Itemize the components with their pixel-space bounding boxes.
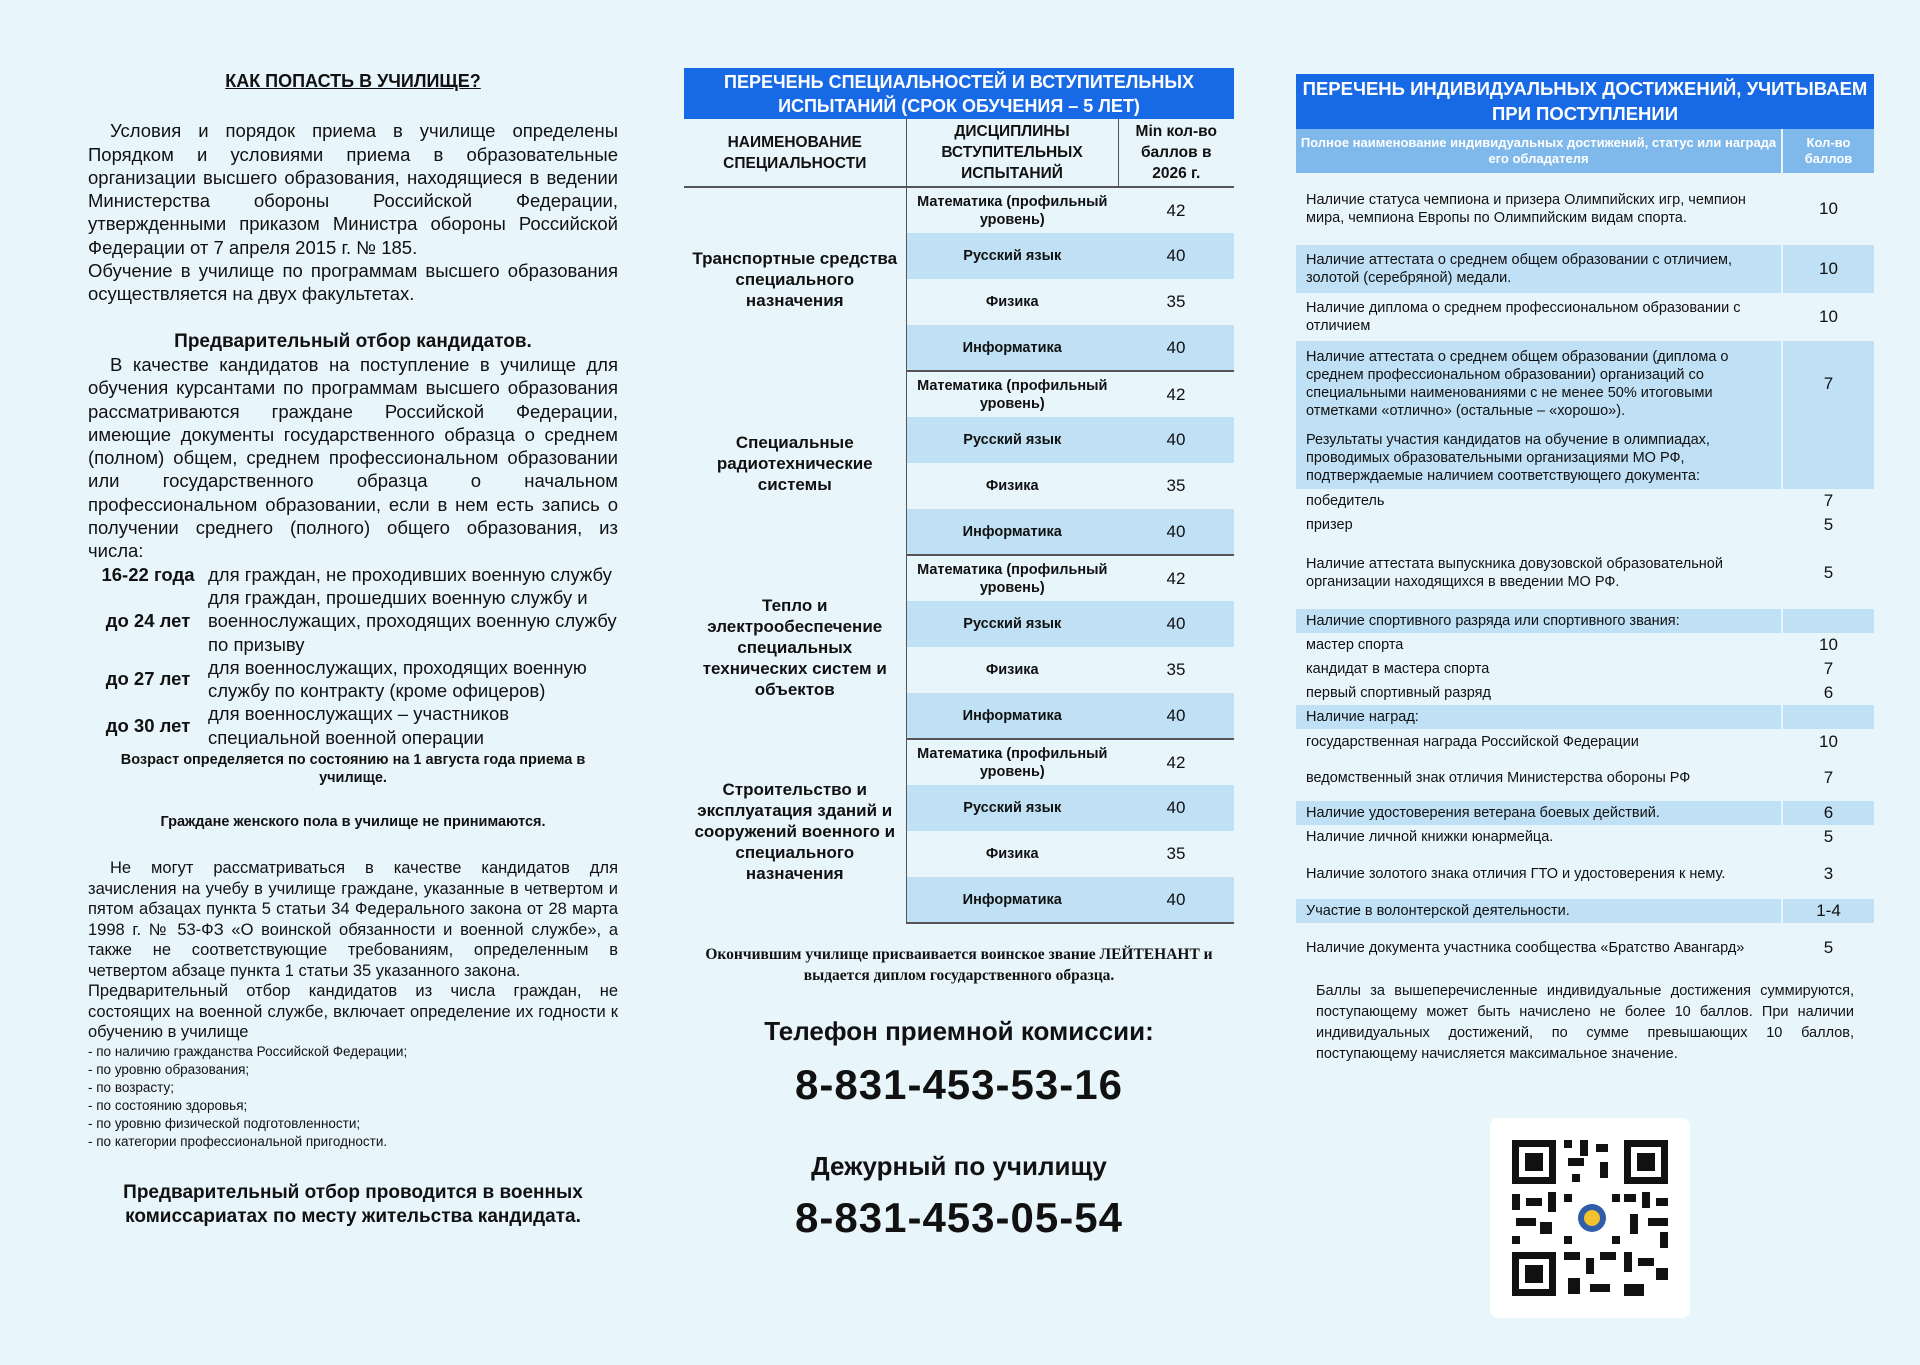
prelim-text: Предварительный отбор кандидатов из числа граждан, не состоящих на военной службе, включает определение их годности к обучению в училище bbox=[88, 982, 618, 1042]
achievement-points: 7 bbox=[1782, 657, 1874, 681]
age-row bbox=[88, 563, 618, 586]
specialty-subject-row bbox=[684, 555, 1234, 601]
subject-name: Русский язык bbox=[906, 417, 1118, 463]
achievement-row bbox=[1296, 427, 1874, 489]
achievement-text: Наличие аттестата выпускника довузовской образовательной организации находящихся в введении МО РФ. bbox=[1306, 556, 1723, 590]
achievement-points: 3 bbox=[1782, 849, 1874, 899]
age-limit: до 30 лет bbox=[105, 715, 191, 737]
achievement-points: 5 bbox=[1782, 513, 1874, 537]
min-score: 42 bbox=[1166, 568, 1186, 588]
achievement-points: 5 bbox=[1782, 825, 1874, 849]
intro-text: Условия и порядок приема в училище определены Порядком и условиями приема в образовательные организации высшего образования, находящиеся в ведении Министерства обороны Российской Федерации, утвержденными приказом Министра обороны Российской Федерации от 7 апреля 2015 г. № 185. bbox=[88, 120, 618, 258]
achievement-points: 7 bbox=[1782, 489, 1874, 513]
specialty-subject-row bbox=[684, 739, 1234, 785]
achievement-row bbox=[1296, 341, 1874, 427]
duty-label: Дежурный по училищу bbox=[811, 1151, 1107, 1181]
achievement-points: 10 bbox=[1782, 633, 1874, 657]
achievement-text: Наличие спортивного разряда или спортивного звания: bbox=[1296, 609, 1782, 633]
qr-code[interactable] bbox=[1490, 1118, 1690, 1318]
age-table bbox=[88, 563, 618, 749]
exclusion-text: Не могут рассматриваться в качестве кандидатов для зачисления на учебу в училище граждане, указанные в четвертом и пятом абзацах пункта 5 статьи 34 Федерального закона от 28 марта 1998 г. № 53-ФЗ «О воинской обязанности и военной службе», а также не соответствующие требованиям, определенным в четвертом абзаце пункта 1 статьи 35 указанного закона. bbox=[88, 859, 618, 980]
middle-column bbox=[684, 68, 1234, 1242]
achievement-points: 6 bbox=[1782, 801, 1874, 825]
subject-name: Информатика bbox=[906, 509, 1118, 555]
criteria-item: - по уровню образования; bbox=[88, 1061, 250, 1077]
subject-name: Информатика bbox=[906, 325, 1118, 371]
achievement-row bbox=[1296, 849, 1874, 899]
achievement-points: 10 bbox=[1782, 173, 1874, 245]
age-description: для граждан, прошедших военную службу и военнослужащих, проходящих военную службу по призыву bbox=[208, 586, 617, 655]
admission-title: КАК ПОПАСТЬ В УЧИЛИЩЕ? bbox=[225, 71, 481, 91]
phone-label: Телефон приемной комиссии: bbox=[764, 1016, 1154, 1046]
achievement-text: Участие в волонтерской деятельности. bbox=[1296, 899, 1782, 923]
achievement-text: призер bbox=[1306, 517, 1353, 533]
selection-text: В качестве кандидатов на поступление в училище для обучения курсантами по программам высшего образования рассматриваются граждане Российской Федерации, имеющие документы государственного образца о среднем (полном) общем, среднем профессиональном образовании или государственного образца о начальном профессиональном образовании, если в нем есть запись о получении среднего (полного) общего образования, из числа: bbox=[88, 353, 618, 562]
age-row bbox=[88, 586, 618, 656]
criteria-item: - по уровню физической подготовленности; bbox=[88, 1115, 361, 1131]
specialties-table bbox=[684, 119, 1234, 924]
duty-phone[interactable]: 8-831-453-05-54 bbox=[795, 1194, 1123, 1241]
achievements-table bbox=[1296, 129, 1874, 973]
achievement-text: Наличие золотого знака отличия ГТО и удостоверения к нему. bbox=[1306, 866, 1726, 882]
min-score: 40 bbox=[1118, 325, 1234, 371]
col-disciplines: ДИСЦИПЛИНЫ ВСТУПИТЕЛЬНЫХ ИСПЫТАНИЙ bbox=[906, 119, 1118, 187]
achievement-text: победитель bbox=[1306, 493, 1385, 509]
admission-phone[interactable]: 8-831-453-53-16 bbox=[795, 1061, 1123, 1108]
specialty-subject-row bbox=[684, 371, 1234, 417]
min-score: 40 bbox=[1118, 417, 1234, 463]
specialty-name: Строительство и эксплуатация зданий и сооружений военного и специального назначения bbox=[684, 739, 906, 923]
min-score: 42 bbox=[1166, 752, 1186, 772]
specialty-name: Специальные радиотехнические системы bbox=[684, 371, 906, 555]
min-score: 42 bbox=[1166, 200, 1186, 220]
age-limit: до 24 лет bbox=[105, 610, 191, 632]
achievement-text: Наличие аттестата о среднем общем образовании с отличием, золотой (серебряной) медали. bbox=[1296, 245, 1782, 293]
age-limit: до 27 лет bbox=[105, 668, 191, 690]
achievement-text: государственная награда Российской Федерации bbox=[1306, 734, 1639, 750]
achievement-row bbox=[1296, 801, 1874, 825]
achievements-header: ПЕРЕЧЕНЬ ИНДИВИДУАЛЬНЫХ ДОСТИЖЕНИЙ, УЧИТЫВАЕМ ПРИ ПОСТУПЛЕНИИ bbox=[1296, 74, 1874, 129]
achievement-row bbox=[1296, 513, 1874, 537]
subject-name: Математика (профильный уровень) bbox=[917, 193, 1108, 228]
achievement-text: первый спортивный разряд bbox=[1306, 685, 1491, 701]
criteria-item: - по наличию гражданства Российской Федерации; bbox=[88, 1043, 408, 1059]
min-score: 40 bbox=[1118, 877, 1234, 923]
subject-name: Русский язык bbox=[906, 233, 1118, 279]
achievement-text: Наличие личной книжки юнармейца. bbox=[1306, 829, 1554, 845]
achievement-text: Наличие статуса чемпиона и призера Олимпийских игр, чемпион мира, чемпиона Европы по Олимпийским видам спорта. bbox=[1306, 192, 1746, 226]
achievement-row bbox=[1296, 899, 1874, 923]
selection-title: Предварительный отбор кандидатов. bbox=[174, 330, 532, 352]
min-score: 42 bbox=[1166, 384, 1186, 404]
subject-name: Информатика bbox=[906, 877, 1118, 923]
achievement-row bbox=[1296, 245, 1874, 293]
age-row bbox=[88, 702, 618, 749]
age-description: для граждан, не проходивших военную службу bbox=[208, 563, 612, 585]
col-specialty-name: НАИМЕНОВАНИЕ СПЕЦИАЛЬНОСТИ bbox=[684, 119, 906, 187]
achievement-row bbox=[1296, 293, 1874, 341]
specialty-name: Тепло и электрообеспечение специальных технических систем и объектов bbox=[684, 555, 906, 739]
criteria-item: - по состоянию здоровья; bbox=[88, 1097, 248, 1113]
achievement-row bbox=[1296, 633, 1874, 657]
min-score: 40 bbox=[1118, 509, 1234, 555]
achievement-points: 1-4 bbox=[1782, 899, 1874, 923]
achievement-row bbox=[1296, 681, 1874, 705]
achievement-text: Наличие диплома о среднем профессиональном образовании с отличием bbox=[1306, 300, 1741, 334]
achievement-row bbox=[1296, 489, 1874, 513]
specialty-name: Транспортные средства специального назначения bbox=[684, 187, 906, 371]
final-note: Предварительный отбор проводится в военных комиссариатах по месту жительства кандидата. bbox=[123, 1181, 583, 1227]
achievement-text: Наличие аттестата о среднем общем образовании (диплома о среднем профессиональном образовании) организаций со специальными наименованиями с не менее 50% итоговыми отметками «отлично» (остальные – «хорошо»). bbox=[1296, 341, 1782, 427]
achievement-row bbox=[1296, 705, 1874, 729]
specialties-header: ПЕРЕЧЕНЬ СПЕЦИАЛЬНОСТЕЙ И ВСТУПИТЕЛЬНЫХ ИСПЫТАНИЙ (СРОК ОБУЧЕНИЯ – 5 ЛЕТ) bbox=[684, 68, 1234, 119]
achievement-points: 5 bbox=[1782, 537, 1874, 609]
achievement-points bbox=[1782, 705, 1874, 729]
subject-name: Физика bbox=[985, 478, 1039, 494]
subject-name: Русский язык bbox=[906, 785, 1118, 831]
faculties-text: Обучение в училище по программам высшего образования осуществляется на двух факультетах. bbox=[88, 260, 618, 305]
women-note: Граждане женского пола в училище не принимаются. bbox=[160, 814, 546, 831]
min-score: 40 bbox=[1118, 601, 1234, 647]
subject-name: Физика bbox=[985, 662, 1039, 678]
achievement-points: 7 bbox=[1782, 341, 1874, 427]
min-score: 35 bbox=[1166, 660, 1186, 679]
achievement-row bbox=[1296, 537, 1874, 609]
subject-name: Математика (профильный уровень) bbox=[917, 561, 1108, 596]
subject-name: Русский язык bbox=[906, 601, 1118, 647]
achievement-points: 6 bbox=[1782, 681, 1874, 705]
min-score: 35 bbox=[1166, 292, 1186, 311]
min-score: 40 bbox=[1118, 233, 1234, 279]
achievement-points: 10 bbox=[1782, 293, 1874, 341]
achievement-text: Наличие удостоверения ветерана боевых действий. bbox=[1296, 801, 1782, 825]
achievement-points: 5 bbox=[1782, 923, 1874, 973]
achievement-points bbox=[1782, 427, 1874, 489]
min-score: 40 bbox=[1118, 785, 1234, 831]
right-column bbox=[1296, 74, 1874, 1065]
subject-name: Математика (профильный уровень) bbox=[917, 377, 1108, 412]
achievement-points bbox=[1782, 609, 1874, 633]
min-score: 35 bbox=[1166, 844, 1186, 863]
graduation-note: Окончившим училище присваивается воинское звание ЛЕЙТЕНАНТ и выдается диплом государственного образца. bbox=[705, 946, 1213, 984]
age-description: для военнослужащих – участников специальной военной операции bbox=[208, 703, 510, 748]
min-score: 35 bbox=[1166, 476, 1186, 495]
points-sum-note: Баллы за вышеперечисленные индивидуальные достижения суммируются, поступающему может быть начислено не более 10 баллов. При наличии индивидуальных достижений, по сумме превышающих 10 баллов, поступающему начисляется максимальное значение. bbox=[1316, 983, 1854, 1062]
achievement-row bbox=[1296, 729, 1874, 755]
qr-code-icon bbox=[1490, 1118, 1690, 1318]
achievement-text: Наличие документа участника сообщества «Братство Авангард» bbox=[1306, 940, 1745, 956]
achievement-text: мастер спорта bbox=[1306, 637, 1404, 653]
achievement-row bbox=[1296, 923, 1874, 973]
min-score: 40 bbox=[1118, 693, 1234, 739]
achievement-points: 7 bbox=[1782, 755, 1874, 801]
achievement-row bbox=[1296, 657, 1874, 681]
achievement-row bbox=[1296, 825, 1874, 849]
criteria-list bbox=[88, 1043, 618, 1151]
age-limit: 16-22 года bbox=[101, 563, 195, 585]
achievement-text: ведомственный знак отличия Министерства обороны РФ bbox=[1306, 770, 1691, 786]
achievement-points: 10 bbox=[1782, 245, 1874, 293]
subject-name: Информатика bbox=[906, 693, 1118, 739]
col-points: Кол-во баллов bbox=[1782, 129, 1874, 173]
achievement-text: кандидат в мастера спорта bbox=[1306, 661, 1490, 677]
criteria-item: - по категории профессиональной пригодности. bbox=[88, 1133, 388, 1149]
criteria-item: - по возрасту; bbox=[88, 1079, 174, 1095]
achievement-text: Результаты участия кандидатов на обучение в олимпиадах, проводимых образовательными организациями МО РФ, подтверждаемые наличием соответствующего документа: bbox=[1296, 427, 1782, 489]
col-min-score: Min кол-во баллов в 2026 г. bbox=[1118, 119, 1234, 187]
specialty-subject-row bbox=[684, 187, 1234, 233]
achievement-row bbox=[1296, 609, 1874, 633]
achievement-row bbox=[1296, 173, 1874, 245]
subject-name: Математика (профильный уровень) bbox=[917, 745, 1108, 780]
subject-name: Физика bbox=[985, 294, 1039, 310]
age-note: Возраст определяется по состоянию на 1 августа года приема в училище. bbox=[120, 752, 586, 787]
achievement-text: Наличие наград: bbox=[1296, 705, 1782, 729]
age-description: для военнослужащих, проходящих военную службу по контракту (кроме офицеров) bbox=[208, 656, 587, 702]
achievement-points: 10 bbox=[1782, 729, 1874, 755]
age-row bbox=[88, 656, 618, 703]
col-achievement: Полное наименование индивидуальных достижений, статус или награда его обладателя bbox=[1296, 129, 1782, 173]
subject-name: Физика bbox=[985, 846, 1039, 862]
achievement-row bbox=[1296, 755, 1874, 801]
left-column bbox=[88, 70, 618, 1229]
